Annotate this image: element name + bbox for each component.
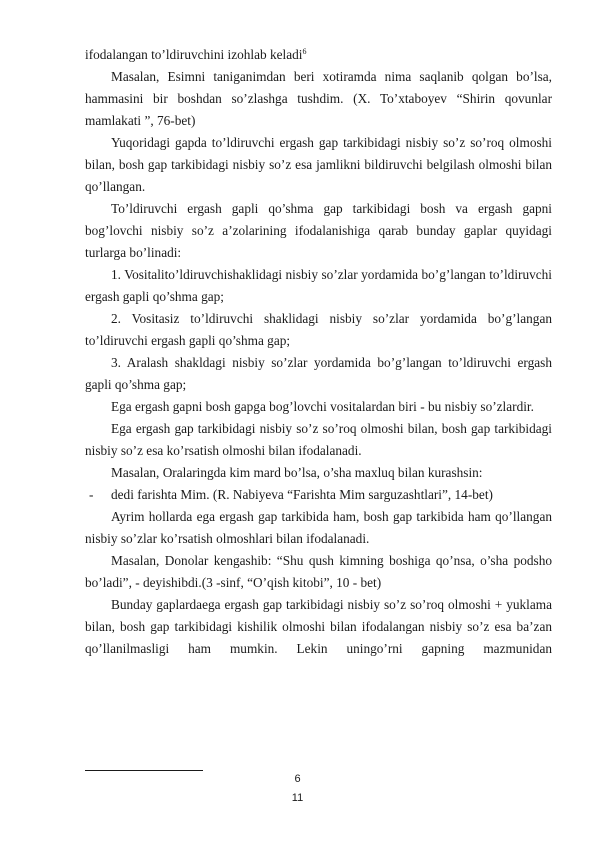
- paragraph-example-2: Masalan, Oralaringda kim mard bo’lsa, o’sha maxluq bilan kurashsin:: [111, 465, 483, 480]
- footnote-marker: 6: [302, 47, 307, 56]
- paragraph-example-3: Masalan, Donolar kengashib: “Shu qush kimning boshiga qo’nsa, o’sha podsho bo’ladi”, - deyishibdi.(3 -sinf, “O’qish kitobi”, 10 - bet): [85, 553, 552, 590]
- paragraph-continuation: [85, 44, 552, 66]
- footnote-number: 6: [294, 773, 301, 785]
- paragraph-analysis-1: Yuqoridagi gapda to’ldiruvchi ergash gap tarkibidagi nisbiy so’z so’roq olmoshi bilan, bosh gap tarkibidagi nisbiy so’z esa jamlikni bildiruvchi belgilash olmoshi bilan qo’llangan.: [85, 135, 552, 194]
- footnote-separator: [85, 770, 203, 771]
- paragraph-text: ifodalangan to’ldiruvchini izohlab keladi: [85, 47, 303, 62]
- dialogue-text: dedi farishta Mim. (R. Nabiyeva “Farishta Mim sarguzashtlari”, 14-bet): [111, 487, 493, 502]
- paragraph-ega-expression: Ega ergash gap tarkibidagi nisbiy so’z so’roq olmoshi bilan, bosh gap tarkibidagi nisbiy so’z esa ko’rsatish olmoshi bilan ifodalanadi.: [85, 421, 552, 458]
- paragraph-ega-definition: Ega ergash gapni bosh gapga bog’lovchi vositalardan biri - bu nisbiy so’zlardir.: [111, 399, 534, 414]
- body-text: [85, 44, 552, 660]
- paragraph-classification-intro: To’ldiruvchi ergash gapli qo’shma gap tarkibidagi bosh va ergash gapni bog’lovchi nisbiy so’z a’zolarining ifodalanishiga qarab bunday gaplar quyidagi turlarga bo’linadi:: [85, 201, 552, 260]
- paragraph-conclusion: Bunday gaplardaega ergash gap tarkibidagi nisbiy so’z so’roq olmoshi + yuklama bilan, bosh gap tarkibidagi kishilik olmoshi bilan ifodalangan nisbiy so’z esa ba’zan qo’llanilmasligi ham mumkin. Lekin uningo’rni gapning mazmunidan: [85, 597, 552, 656]
- paragraph-example-1: Masalan, Esimni taniganimdan beri xotiramda nima saqlanib qolgan bo’lsa, hammasini bir boshdan so’zlashga tushdim. (X. To’xtaboyev “Shirin qovunlar mamlakati ”, 76-bet): [85, 69, 552, 128]
- list-item-1: 1. Vositalito’ldiruvchishaklidagi nisbiy so’zlar yordamida bo’g’langan to’ldiruvchi ergash gapli qo’shma gap;: [85, 267, 552, 304]
- paragraph-rare-cases: Ayrim hollarda ega ergash gap tarkibida ham, bosh gap tarkibida ham qo’llangan nisbiy so’zlar ko’rsatish olmoshlari bilan ifodalanadi.: [85, 509, 552, 546]
- dialogue-dash: -: [89, 487, 94, 502]
- page-number: 11: [291, 792, 304, 804]
- list-item-3: 3. Aralash shakldagi nisbiy so’zlar yordamida bo’g’langan to’ldiruvchi ergash gapli qo’shma gap;: [85, 355, 552, 392]
- list-item-2: 2. Vositasiz to’ldiruvchi shaklidagi nisbiy so’zlar yordamida bo’g’langan to’ldiruvchi ergash gapli qo’shma gap;: [85, 311, 552, 348]
- dialogue-line: [85, 484, 552, 506]
